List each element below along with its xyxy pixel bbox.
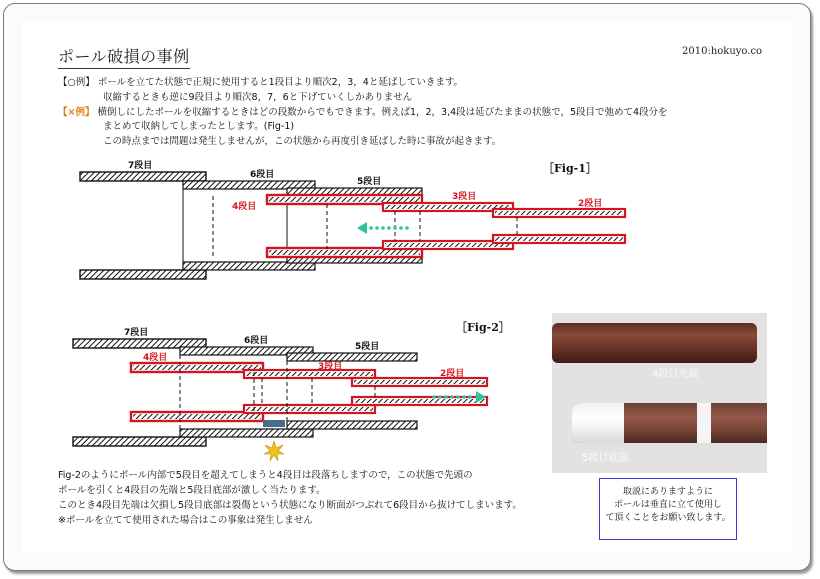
credit-text: 2010:hokuyo.co	[682, 46, 763, 57]
ng-tag: 【×例】	[58, 107, 95, 118]
notice-line-2: ポールは垂直に立て使用し	[614, 500, 722, 510]
fig2-segment-3	[244, 370, 375, 413]
notice-line-1: 取説にありますように	[622, 487, 713, 497]
fig2-label-7: 7段目	[124, 328, 149, 338]
fig2-label-3: 3段目	[318, 362, 343, 372]
notice-line-3: て頂くことをお願い致します。	[605, 513, 731, 523]
body-text-4: ※ポールを立てて使用された場合はこの事象は発生しません	[58, 515, 313, 526]
fig1-label-4: 4段目	[232, 202, 257, 212]
fig1-segment-2	[493, 209, 625, 243]
fig2-label-2: 2段目	[440, 369, 465, 379]
fig1-title: ［Fig-1］	[543, 162, 597, 175]
page-title: ポール破損の事例	[58, 44, 190, 69]
fig1-label-7: 7段目	[128, 161, 153, 171]
fig1-arrow-left-icon	[357, 222, 409, 234]
impact-icon	[264, 441, 284, 461]
photo-label-bottom: 5段目底部	[582, 453, 629, 464]
ok-tag: 【○例】	[58, 77, 95, 88]
photo-rod-segment-5	[572, 403, 767, 443]
fig2-label-5: 5段目	[355, 342, 380, 352]
fig1-diagram	[80, 159, 625, 279]
fig1-label-6: 6段目	[250, 170, 275, 180]
ng-text-1: 横倒しにしたポールを収縮するときはどの段数からでもできます。例えば1，2，3,4段は延びたままの状態で，5段目で弛めて4段分を	[97, 107, 668, 118]
fig2-segment-2	[352, 378, 487, 405]
ok-text-2: 収縮するときも逆に9段目より順次8，7，6と下げていくしかありません	[103, 92, 413, 103]
ng-text-2: まとめて収納してしまったとします。(Fig-1)	[103, 121, 295, 132]
fig1-label-5: 5段目	[357, 177, 382, 187]
fig2-diagram	[73, 320, 510, 461]
ng-text-3: この時点までは問題は発生しませんが，この状態から再度引き延ばした時に事故が起きます。	[103, 136, 502, 147]
body-text-2: ポールを引くと4段目の先端と5段目底部が激しく当たります。	[58, 485, 326, 496]
damage-photo	[552, 313, 767, 473]
body-text-1: Fig-2のようにポール内部で5段目を超えてしまうと4段目は段落ちしますので，この状態で先頭の	[58, 470, 473, 481]
photo-rod-segment-4	[552, 323, 757, 363]
collision-point	[263, 420, 285, 427]
ok-text-1: ポールを立てた状態で正規に使用すると1段目より順次2，3，4と延ばしていきます。	[97, 77, 464, 88]
fig2-label-4: 4段目	[143, 353, 168, 363]
fig2-label-6: 6段目	[244, 336, 269, 346]
notice-box	[599, 478, 737, 540]
fig1-label-2: 2段目	[578, 199, 603, 209]
photo-label-top: 4段目先端	[652, 369, 699, 380]
fig1-label-3: 3段目	[452, 192, 477, 202]
fig2-segment-5	[287, 353, 417, 429]
body-text-3: このとき4段目先端は欠損し5段目底部は裂傷という状態になり断面がつぶれて6段目から抜けてしまいます。	[58, 500, 522, 511]
fig2-title: ［Fig-2］	[456, 321, 510, 334]
